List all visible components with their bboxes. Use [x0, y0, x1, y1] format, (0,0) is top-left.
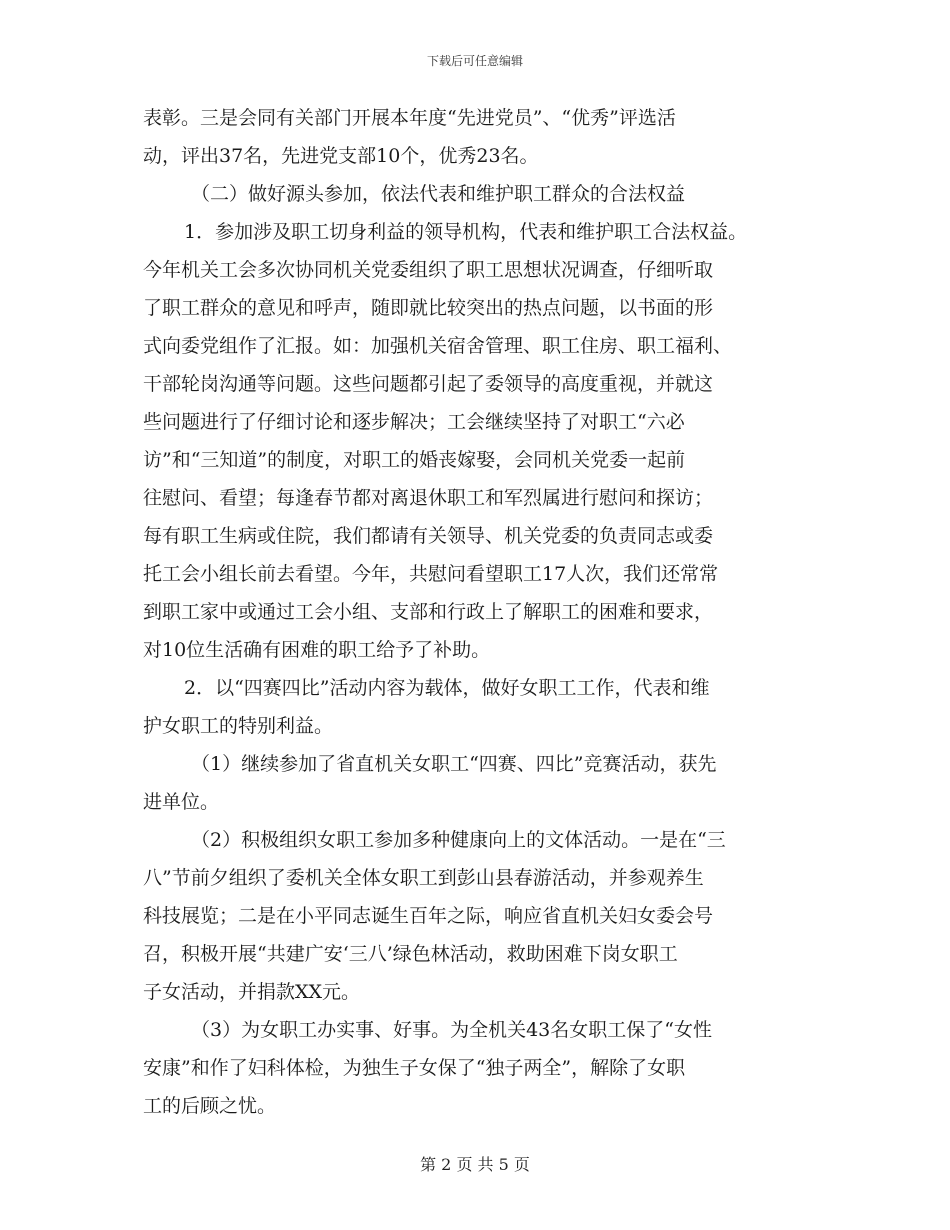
text-line: 对10位生活确有困难的职工给予了补助。: [143, 639, 491, 661]
text-line: 今年机关工会多次协同机关党委组织了职工思想状况调查，仔细听取: [143, 259, 714, 281]
text-line: 访”和“三知道”的制度，对职工的婚丧嫁娶，会同机关党委一起前: [143, 449, 686, 471]
text-line: 每有职工生病或住院，我们都请有关领导、机关党委的负责同志或委: [143, 525, 714, 547]
text-line: 到职工家中或通过工会小组、支部和行政上了解职工的困难和要求，: [143, 601, 714, 623]
text-line: 干部轮岗沟通等问题。这些问题都引起了委领导的高度重视，并就这: [143, 373, 714, 395]
text-line: 了职工群众的意见和呼声，随即就比较突出的热点问题，以书面的形: [143, 297, 714, 319]
text-line: 动，评出37名，先进党支部10个，优秀23名。: [143, 145, 539, 167]
text-line: 子女活动，并捐款XX元。: [143, 981, 361, 1003]
text-line: 托工会小组长前去看望。今年，共慰问看望职工17人次，我们还常常: [143, 563, 719, 585]
text-line: 些问题进行了仔细讨论和逐步解决；工会继续坚持了对职工“六必: [143, 411, 685, 433]
text-line: （3）为女职工办实事、好事。为全机关43名女职工保了“女性: [191, 1019, 712, 1041]
text-line: 安康”和作了妇科体检，为独生子女保了“独子两全”，解除了女职: [143, 1057, 686, 1079]
text-line: 科技展览；二是在小平同志诞生百年之际，响应省直机关妇女委会号: [143, 905, 714, 927]
text-line: 往慰问、看望；每逢春节都对离退休职工和军烈属进行慰问和探访；: [143, 487, 714, 509]
text-line: （1）继续参加了省直机关女职工“四赛、四比”竞赛活动，获先: [191, 753, 717, 775]
text-line: 1．参加涉及职工切身利益的领导机构，代表和维护职工合法权益。: [184, 221, 748, 243]
text-line: 表彰。三是会同有关部门开展本年度“先进党员”、“优秀”评选活: [143, 107, 676, 129]
page-header: 下载后可任意编辑: [426, 54, 523, 68]
text-line: 式向委党组作了汇报。如：加强机关宿舍管理、职工住房、职工福利、: [143, 335, 733, 357]
text-line: 召，积极开展“共建广安‘三八’绿色林活动，救助困难下岗女职工: [143, 943, 678, 965]
text-line: 工的后顾之忧。: [143, 1095, 277, 1117]
text-line: （二）做好源头参加，依法代表和维护职工群众的合法权益: [191, 183, 686, 205]
text-line: （2）积极组织女职工参加多种健康向上的文体活动。一是在“三: [191, 829, 726, 851]
text-line: 进单位。: [143, 791, 220, 813]
text-line: 2．以“四赛四比”活动内容为载体，做好女职工工作，代表和维: [184, 677, 710, 699]
page-number-footer: 第 2 页 共 5 页: [420, 1155, 530, 1174]
text-line: 八”节前夕组织了委机关全体女职工到彭山县春游活动，并参观养生: [143, 867, 704, 889]
text-line: 护女职工的特别利益。: [143, 715, 334, 737]
